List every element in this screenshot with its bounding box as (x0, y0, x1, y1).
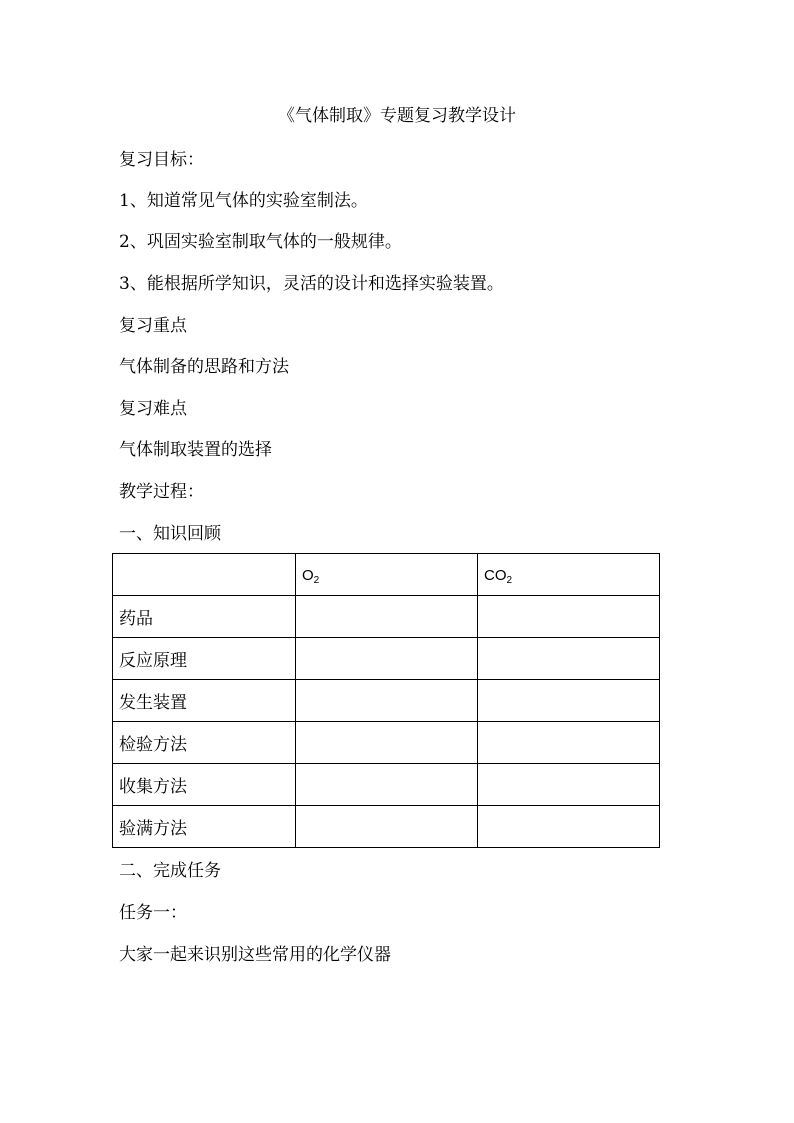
section2-heading: 二、完成任务 (119, 861, 221, 881)
o2-subscript: 2 (313, 574, 320, 586)
co2-symbol: CO (484, 566, 507, 584)
cell-co2 (478, 596, 660, 638)
table-header-o2 (296, 554, 478, 596)
task1-heading: 任务一： (119, 903, 187, 923)
table-row (113, 638, 660, 680)
co2-subscript: 2 (506, 574, 513, 586)
key-points-heading: 复习重点 (119, 316, 187, 336)
table-header-co2 (478, 554, 660, 596)
row-label-collection-method: 收集方法 (113, 764, 296, 806)
table-header-blank (113, 554, 296, 596)
section1-heading: 一、知识回顾 (119, 524, 221, 544)
process-heading: 教学过程： (119, 482, 204, 502)
cell-co2 (478, 638, 660, 680)
table-row (113, 680, 660, 722)
cell-o2 (296, 764, 478, 806)
knowledge-review-table (112, 553, 660, 848)
difficulty-heading: 复习难点 (119, 399, 187, 419)
row-label-reagents: 药品 (113, 596, 296, 638)
table-row (113, 764, 660, 806)
objective-item-3: 3、能根据所学知识，灵活的设计和选择实验装置。 (119, 274, 504, 294)
row-label-generation-apparatus: 发生装置 (113, 680, 296, 722)
cell-o2 (296, 680, 478, 722)
table-header-row (113, 554, 660, 596)
row-label-test-method: 检验方法 (113, 722, 296, 764)
row-label-full-check-method: 验满方法 (113, 806, 296, 848)
table-row (113, 806, 660, 848)
cell-o2 (296, 596, 478, 638)
cell-co2 (478, 680, 660, 722)
o2-symbol: O (302, 566, 314, 584)
table-row (113, 722, 660, 764)
cell-co2 (478, 722, 660, 764)
difficulty-text: 气体制取装置的选择 (119, 440, 272, 460)
table-row (113, 596, 660, 638)
cell-o2 (296, 722, 478, 764)
cell-co2 (478, 764, 660, 806)
cell-o2 (296, 638, 478, 680)
objective-item-2: 2、巩固实验室制取气体的一般规律。 (119, 232, 402, 252)
cell-o2 (296, 806, 478, 848)
task1-text: 大家一起来识别这些常用的化学仪器 (119, 945, 391, 965)
objectives-heading: 复习目标： (119, 150, 204, 170)
objective-item-1: 1、知道常见气体的实验室制法。 (119, 191, 368, 211)
document-title: 《气体制取》专题复习教学设计 (278, 106, 516, 126)
row-label-reaction-principle: 反应原理 (113, 638, 296, 680)
cell-co2 (478, 806, 660, 848)
key-points-text: 气体制备的思路和方法 (119, 357, 289, 377)
